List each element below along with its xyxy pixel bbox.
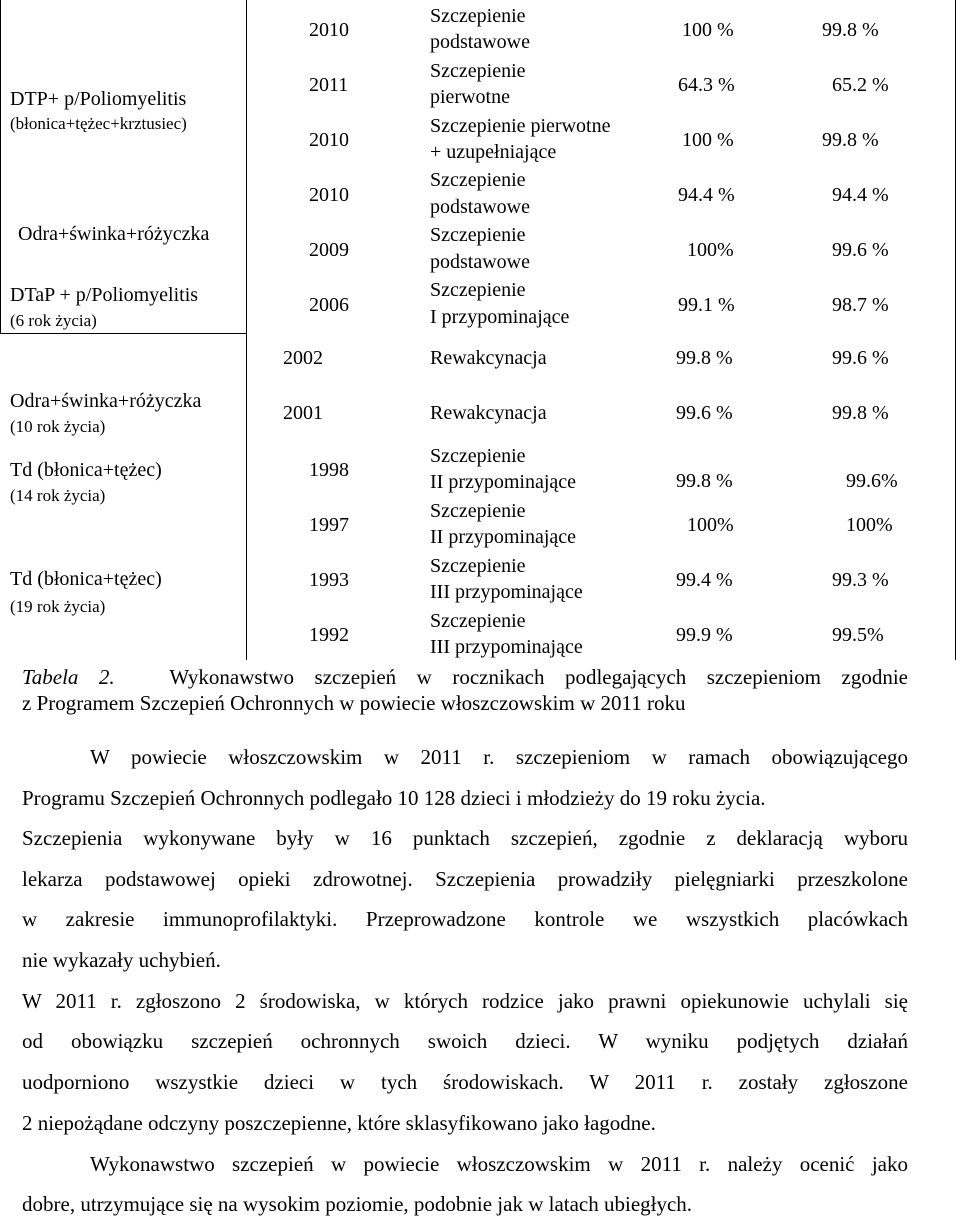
table-border-right <box>955 0 956 660</box>
table-caption-line2: z Programem Szczepień Ochronnych w powiecie włoszczowskim w 2011 roku <box>22 691 686 715</box>
table-caption-text: Wykonawstwo szczepień w rocznikach podlegających szczepieniom zgodnie <box>169 665 909 689</box>
table-caption-label: Tabela 2. <box>22 665 115 689</box>
table-border-left <box>0 0 1 333</box>
table-border-divider <box>246 0 247 660</box>
table-border-section-divider <box>0 333 247 334</box>
